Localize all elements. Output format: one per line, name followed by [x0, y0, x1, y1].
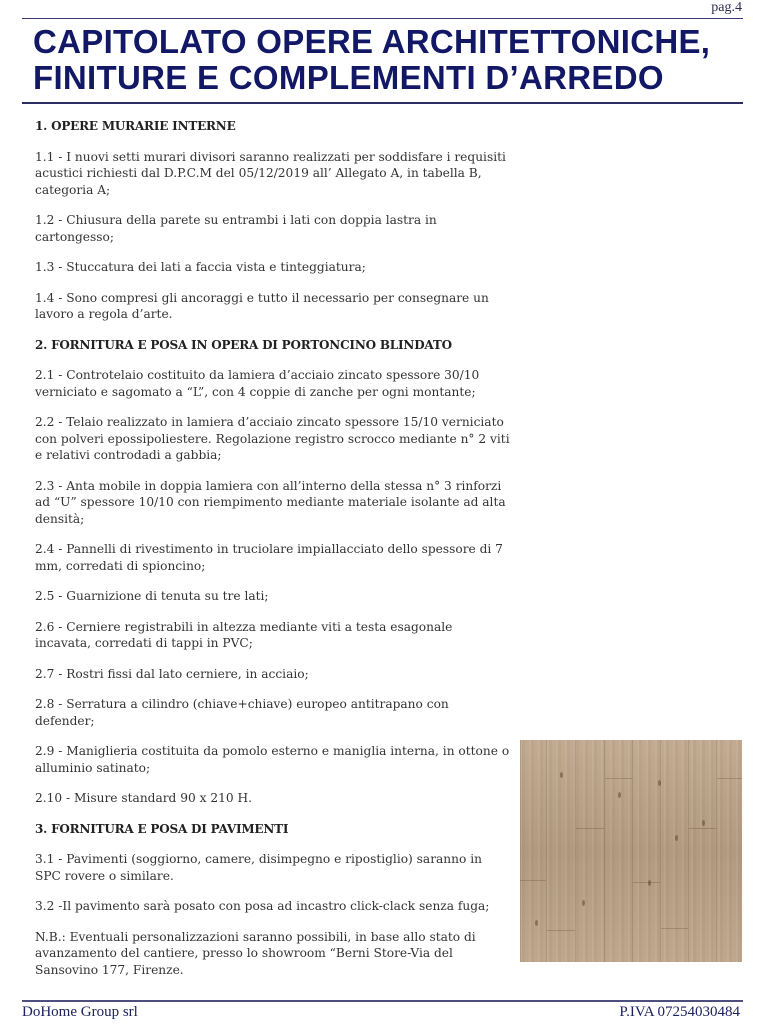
header-top-rule — [22, 18, 743, 19]
page-title-line-2: FINITURE E COMPLEMENTI D’ARREDO — [33, 59, 664, 96]
list-item: 2.7 - Rostri fissi dal lato cerniere, in acciaio; — [35, 666, 309, 681]
page-number: pag.4 — [711, 0, 742, 15]
list-item: 2.8 - Serratura a cilindro (chiave+chiave) europeo antitrapano con defender; — [35, 697, 449, 728]
plank-seam — [520, 880, 546, 881]
list-item: 2.4 - Pannelli di rivestimento in truciolare impiallacciato dello spessore di 7 mm, corredati di spioncino; — [35, 542, 503, 573]
list-item: 1.3 - Stuccatura dei lati a faccia vista e tinteggiatura; — [35, 260, 366, 274]
list-item: 1.2 - Chiusura della parete su entrambi i lati con doppia lastra in cartongesso; — [35, 213, 437, 244]
wood-knot — [702, 820, 705, 826]
list-item: 2.2 - Telaio realizzato in lamiera d’acciaio zincato spessore 15/10 verniciato con polveri epossipoliestere. Regolazione registro scrocco mediante n° 2 viti e relativi controdadi a gabbia; — [35, 415, 510, 462]
document-body — [35, 118, 510, 992]
footer-rule — [22, 1000, 743, 1002]
page-title-line-1: CAPITOLATO OPERE ARCHITETTONICHE, — [33, 23, 711, 60]
plank-seam — [633, 882, 660, 883]
wood-knot — [582, 900, 585, 906]
footer-company-name: DoHome Group srl — [22, 1004, 138, 1020]
list-item: 3.1 - Pavimenti (soggiorno, camere, disimpegno e ripostiglio) saranno in SPC rovere o similare. — [35, 852, 482, 883]
section-heading: 1. OPERE MURARIE INTERNE — [35, 119, 236, 133]
plank-seam — [717, 778, 742, 779]
list-item: 2.3 - Anta mobile in doppia lamiera con all’interno della stessa n° 3 rinforzi ad “U” spessore 10/10 con riempimento mediante materiale isolante ad alta densità; — [35, 478, 506, 526]
list-item: 2.1 - Controtelaio costituito da lamiera d’acciaio zincato spessore 30/10 verniciato e sagomato a “L”, con 4 coppie di zanche per ogni montante; — [35, 368, 480, 399]
list-item: 1.1 - I nuovi setti murari divisori saranno realizzati per soddisfare i requisiti acustici richiesti dal D.P.C.M del 05/12/2019 all’ Allegato A, in tabella B, categoria A; — [35, 149, 506, 197]
list-item: 2.5 - Guarnizione di tenuta su tre lati; — [35, 589, 269, 603]
section-pavimenti — [35, 821, 510, 979]
list-item: 2.10 - Misure standard 90 x 210 H. — [35, 791, 253, 805]
section-heading: 3. FORNITURA E POSA DI PAVIMENTI — [35, 821, 289, 836]
wood-knot — [675, 835, 678, 841]
page-title — [33, 24, 753, 96]
wood-knot — [648, 880, 651, 886]
list-item: 1.4 - Sono compresi gli ancoraggi e tutto il necessario per consegnare un lavoro a regola d’arte. — [35, 290, 489, 321]
note-item: N.B.: Eventuali personalizzazioni saranno possibili, in base allo stato di avanzamento del cantiere, presso lo showroom “Berni Store-Via del Sansovino 177, Firenze. — [35, 929, 476, 977]
footer-vat-number: P.IVA 07254030484 — [619, 1004, 740, 1020]
list-item: 3.2 -Il pavimento sarà posato con posa ad incastro click-clack senza fuga; — [35, 899, 490, 913]
wood-knot — [658, 780, 661, 786]
section-heading: 2. FORNITURA E POSA IN OPERA DI PORTONCINO BLINDATO — [35, 337, 452, 352]
plank-seam — [661, 928, 688, 929]
plank-seam — [547, 930, 575, 931]
section-opere-murarie — [35, 118, 510, 323]
wood-knot — [618, 792, 621, 798]
plank-seam — [576, 828, 604, 829]
wood-knot — [535, 920, 538, 926]
plank-seam — [689, 828, 716, 829]
plank-seam — [605, 778, 632, 779]
list-item: 2.6 - Cerniere registrabili in altezza mediante viti a testa esagonale incavata, corredati di tappi in PVC; — [35, 619, 453, 650]
wood-knot — [560, 772, 563, 778]
list-item: 2.9 - Maniglieria costituita da pomolo esterno e maniglia interna, in ottone o alluminio satinato; — [35, 744, 510, 775]
section-portoncino-blindato — [35, 337, 510, 807]
title-underline-rule — [22, 102, 743, 104]
wood-floor-sample-image — [520, 740, 742, 962]
